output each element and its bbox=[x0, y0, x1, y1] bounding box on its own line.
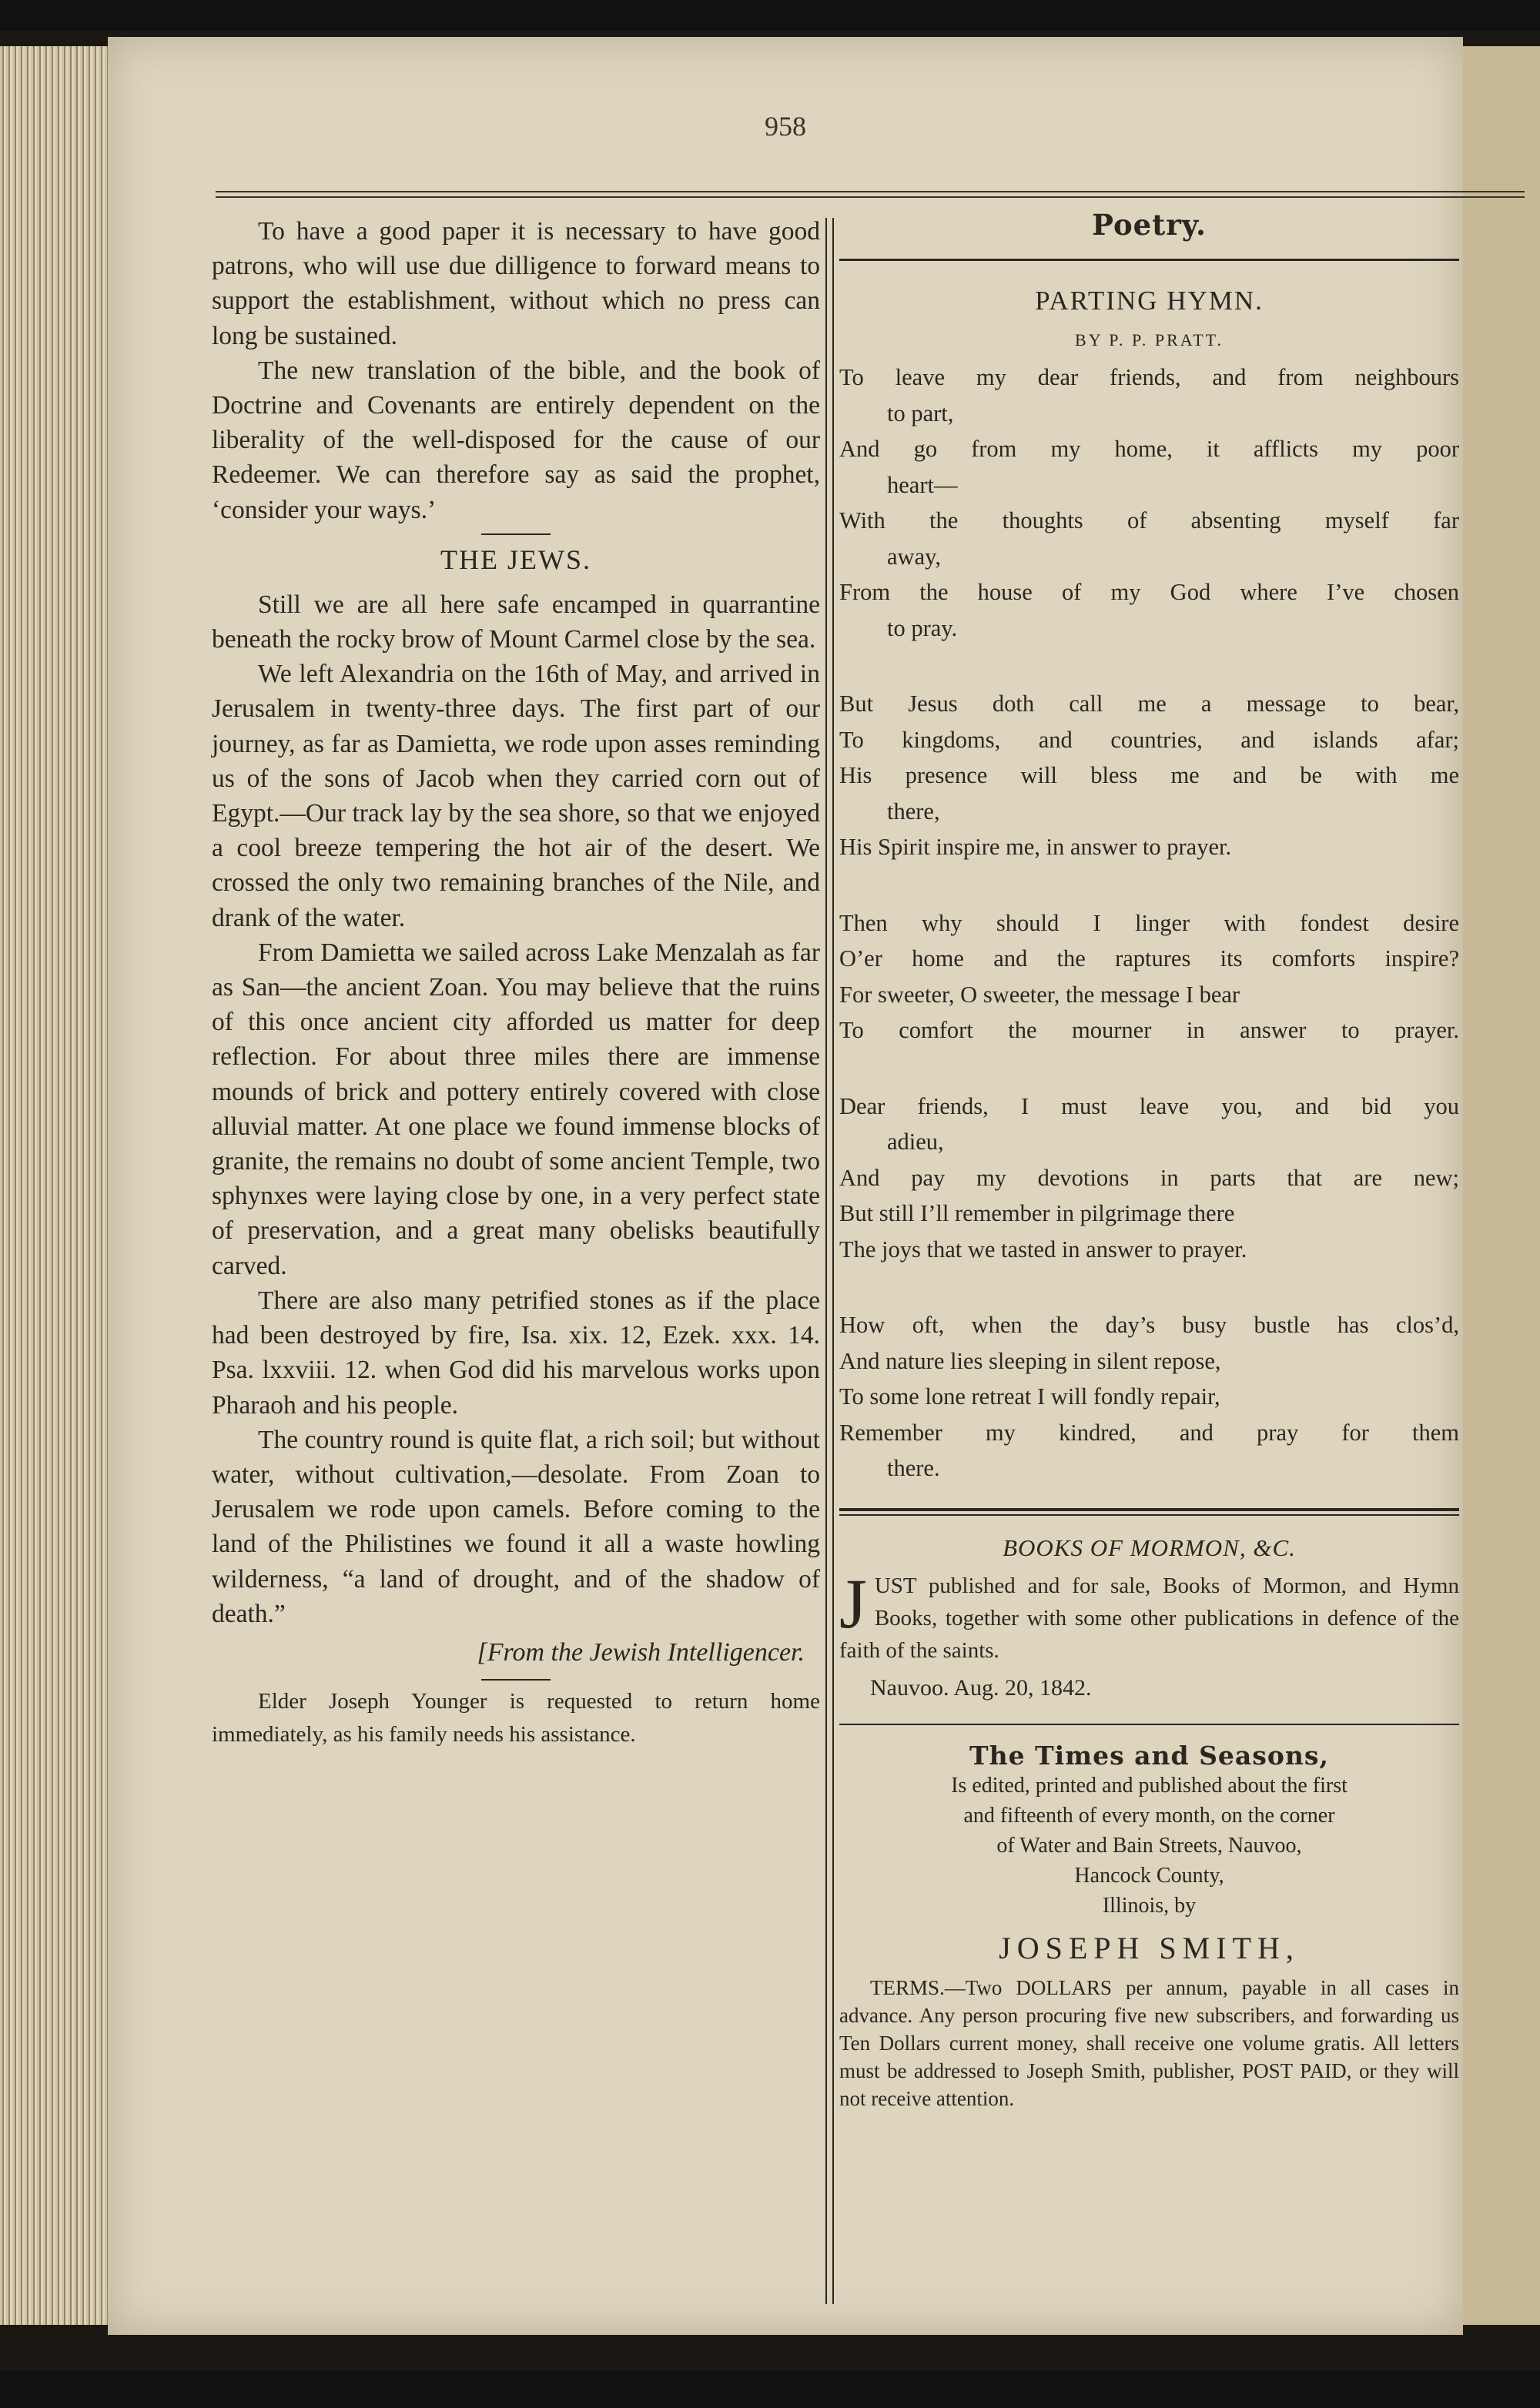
verse-line: From the house of my God where I’ve chosen bbox=[839, 579, 1459, 605]
left-column bbox=[212, 214, 820, 1751]
verse-line: O’er home and the raptures its comforts inspire? bbox=[839, 945, 1459, 972]
verse-line: adieu, bbox=[887, 1129, 944, 1155]
verse-line: to pray. bbox=[887, 614, 958, 641]
intro-paragraph: To have a good paper it is necessary to have good patrons, who will use due dilligence to forward means to support the establishment, without which no press can long be sustained. bbox=[212, 217, 820, 350]
article-source: [From the Jewish Intelligencer. bbox=[477, 1637, 805, 1667]
stanza bbox=[839, 686, 1459, 865]
verse-line: The joys that we tasted in answer to prayer. bbox=[839, 1236, 1247, 1263]
verse-line: But Jesus doth call me a message to bear, bbox=[839, 691, 1459, 717]
section-rule bbox=[481, 1679, 551, 1681]
section-rule bbox=[839, 1508, 1459, 1516]
verse-line: His presence will bless me and be with me bbox=[839, 762, 1459, 788]
verse-line: there, bbox=[887, 798, 940, 824]
verse-line: To some lone retreat I will fondly repair, bbox=[839, 1383, 1220, 1410]
masthead-line: of Water and Bain Streets, Nauvoo, bbox=[996, 1833, 1302, 1858]
verse-line: Then why should I linger with fondest desire bbox=[839, 909, 1459, 936]
stanza bbox=[839, 905, 1459, 1048]
right-column bbox=[839, 208, 1459, 2112]
verse-line: to part, bbox=[887, 400, 954, 426]
verse-line: To kingdoms, and countries, and islands afar; bbox=[839, 726, 1459, 753]
verse-line: To comfort the mourner in answer to prayer. bbox=[839, 1017, 1459, 1043]
verse-line: How oft, when the day’s busy bustle has clos’d, bbox=[839, 1312, 1459, 1338]
verse-line: Remember my kindred, and pray for them bbox=[839, 1419, 1459, 1446]
terms-paragraph: TERMS.—Two DOLLARS per annum, payable in all cases in advance. Any person procuring five new subscribers, and forwarding us Ten Dollars current money, shall receive one volume gratis. All letters must be addressed to Joseph Smith, publisher, POST PAID, or they will not receive attention. bbox=[839, 1975, 1459, 2110]
page-edges bbox=[0, 46, 116, 2325]
article-paragraph: From Damietta we sailed across Lake Menzalah as far as San—the ancient Zoan. You may believe that the ruins of this once ancient city afforded us matter for deep reflection. For about three miles there are immense mounds of brick and pottery entirely covered with close alluvial matter. At one place we found immense blocks of granite, the remains no doubt of some ancient Temple, two sphynxes were laying close by one, in a very perfect state of preservation, and a great many obelisks beautifully carved. bbox=[212, 938, 820, 1280]
page-number: 958 bbox=[765, 111, 806, 142]
hymn-byline: BY P. P. PRATT. bbox=[1075, 330, 1224, 349]
masthead-line: Illinois, by bbox=[1102, 1893, 1197, 1918]
notice-paragraph: Elder Joseph Younger is requested to return home immediately, as his family needs his assistance. bbox=[212, 1688, 820, 1747]
masthead-line: Hancock County, bbox=[1074, 1863, 1224, 1888]
verse-line: there. bbox=[887, 1455, 940, 1481]
header-rule bbox=[216, 191, 1525, 198]
verse-line: For sweeter, O sweeter, the message I bear bbox=[839, 981, 1240, 1008]
stanza bbox=[839, 360, 1459, 646]
verse-line: Dear friends, I must leave you, and bid you bbox=[839, 1092, 1459, 1119]
section-rule bbox=[481, 533, 551, 535]
publisher-name: JOSEPH SMITH, bbox=[999, 1930, 1300, 1965]
verse-line: To leave my dear friends, and from neighbours bbox=[839, 364, 1459, 390]
masthead-line: and fifteenth of every month, on the corner bbox=[963, 1803, 1335, 1828]
article-paragraph: There are also many petrified stones as if the place had been destroyed by fire, Isa. xix. 12, Ezek. xxx. 14. Psa. lxxviii. 12. when God did his marvelous works upon Pharaoh and his people. bbox=[212, 1286, 820, 1420]
poetry-section-title: Poetry. bbox=[1092, 208, 1207, 242]
verse-line: away, bbox=[887, 543, 941, 570]
verse-line: heart— bbox=[887, 471, 958, 498]
intro-paragraph: The new translation of the bible, and the book of Doctrine and Covenants are entirely dependent on the liberality of the well-disposed for the cause of our Redeemer. We can therefore say as said the prophet, ‘consider your ways.’ bbox=[212, 356, 820, 524]
masthead-line: Is edited, printed and published about the first bbox=[951, 1773, 1348, 1798]
advert-body: UST published and for sale, Books of Mormon, and Hymn Books, together with some other publications in defence of the faith of the saints. bbox=[839, 1573, 1459, 1663]
verse-line: His Spirit inspire me, in answer to prayer. bbox=[839, 834, 1232, 860]
advert-text bbox=[839, 1564, 1459, 1667]
verse-line: And go from my home, it afflicts my poor bbox=[839, 436, 1459, 462]
section-rule bbox=[839, 259, 1459, 261]
newspaper-page bbox=[108, 37, 1463, 2335]
article-paragraph: We left Alexandria on the 16th of May, and arrived in Jerusalem in twenty-three days. The first part of our journey, as far as Damietta, we rode upon asses reminding us of the sons of Jacob when they carried corn out of Egypt.—Our track lay by the sea shore, so that we enjoyed a cool breeze tempering the hot air of the desert. We crossed the only two remaining branches of the Nile, and drank of the water. bbox=[212, 660, 820, 932]
verse-line: And pay my devotions in parts that are new; bbox=[839, 1164, 1459, 1191]
article-paragraph: The country round is quite flat, a rich soil; but without water, without cultivation,—desolate. From Zoan to Jerusalem we rode upon camels. Before coming to the land of the Philistines we found it all a waste howling wilderness, “a land of drought, and of the shadow of death.” bbox=[212, 1425, 820, 1628]
facing-page-edge bbox=[1455, 46, 1540, 2325]
verse-line: And nature lies sleeping in silent repose, bbox=[839, 1347, 1221, 1374]
masthead-title: The Times and Seasons, bbox=[969, 1740, 1329, 1771]
section-rule bbox=[839, 1724, 1459, 1725]
article-paragraph: Still we are all here safe encamped in quarrantine beneath the rocky brow of Mount Carmel close by the sea. bbox=[212, 590, 820, 654]
drop-cap: J bbox=[839, 1564, 867, 1643]
article-heading: THE JEWS. bbox=[440, 543, 591, 575]
verse-line: But still I’ll remember in pilgrimage there bbox=[839, 1200, 1235, 1226]
column-divider bbox=[825, 218, 834, 2304]
stanza bbox=[839, 1307, 1459, 1487]
verse-line: With the thoughts of absenting myself far bbox=[839, 507, 1459, 533]
advert-dateline: Nauvoo. Aug. 20, 1842. bbox=[870, 1674, 1092, 1701]
hymn-title: PARTING HYMN. bbox=[1035, 286, 1264, 316]
stanza bbox=[839, 1089, 1459, 1268]
advert-title: BOOKS OF MORMON, &C. bbox=[1003, 1533, 1296, 1561]
